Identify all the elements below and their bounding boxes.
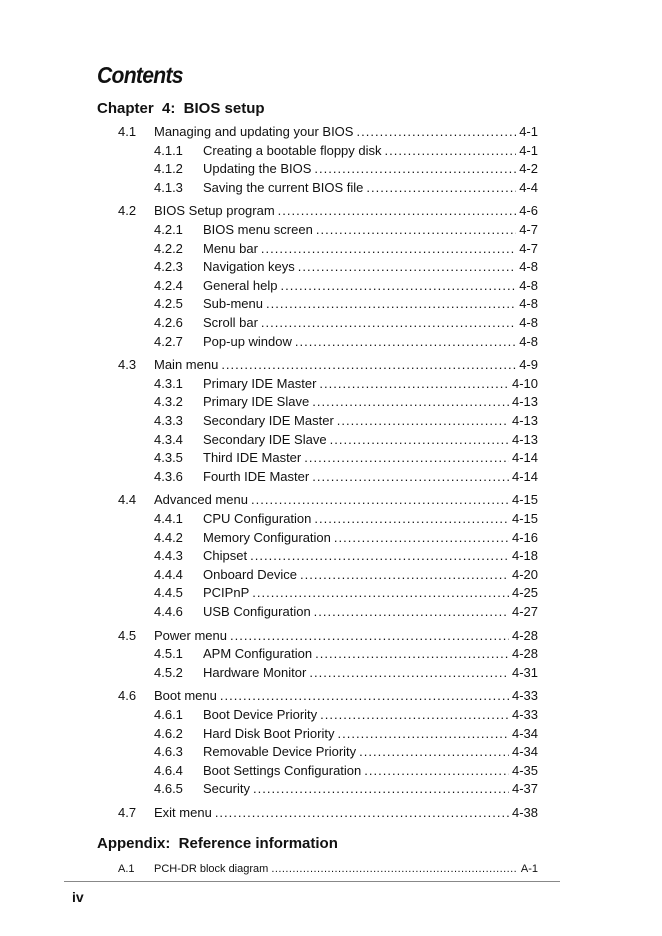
dot-leader: [215, 805, 509, 821]
toc-entry-number: 4.4.5: [154, 585, 183, 601]
toc-entry-page: A-1: [520, 862, 538, 875]
dot-leader: [364, 763, 509, 779]
toc-entry-page: 4-7: [519, 222, 538, 237]
dot-leader: [250, 548, 509, 564]
toc-entry-title: Sub-menu: [203, 296, 263, 312]
toc-entry-title: Navigation keys: [203, 259, 295, 275]
toc-entry-number: 4.2.2: [154, 240, 183, 256]
toc-entry-title: Security: [203, 781, 250, 797]
toc-entry-number: 4.2.6: [154, 315, 183, 330]
toc-entry[interactable]: [154, 548, 538, 564]
toc-entry-title: Boot Device Priority: [203, 707, 318, 722]
toc-entry-page: 4-1: [519, 142, 538, 158]
toc-entry-title: Saving the current BIOS file: [203, 179, 364, 195]
toc-entry-title: Fourth IDE Master: [203, 468, 310, 484]
dot-leader: [356, 124, 516, 140]
toc-entry-title: Secondary IDE Master: [203, 413, 334, 428]
toc-entry[interactable]: [154, 665, 538, 681]
toc-entry-number: 4.6.5: [154, 781, 183, 797]
toc-entry-title: Third IDE Master: [203, 450, 302, 466]
dot-leader: [334, 530, 509, 546]
toc-entry-title: APM Configuration: [203, 646, 313, 662]
toc-entry-number: 4.2.4: [154, 277, 183, 293]
toc-entry-title: Menu bar: [203, 240, 258, 256]
toc-entry-title: PCIPnP: [203, 585, 250, 601]
toc-entry-title: Creating a bootable floppy disk: [203, 142, 382, 158]
toc-entry-page: 4-9: [519, 357, 538, 373]
toc-entry[interactable]: [154, 530, 538, 546]
dot-leader: [220, 688, 509, 704]
toc-entry-title: Power menu: [154, 627, 227, 643]
toc-entry-page: 4-33: [511, 688, 538, 704]
toc-entry[interactable]: [154, 450, 538, 466]
dot-leader: [253, 781, 509, 797]
toc-entry-title: Main menu: [154, 357, 219, 373]
toc-entry[interactable]: [118, 357, 538, 373]
toc-entry[interactable]: [154, 241, 538, 257]
toc-entry-number: 4.6: [118, 688, 137, 704]
toc-entry-title: Exit menu: [154, 805, 212, 820]
toc-entry-page: 4-20: [511, 566, 538, 582]
toc-entry-title: BIOS Setup program: [154, 203, 275, 219]
toc-entry-page: 4-33: [511, 707, 538, 722]
toc-entry-page: 4-35: [511, 762, 538, 778]
toc-entry-number: 4.2.5: [154, 296, 183, 312]
dot-leader: [221, 357, 516, 373]
toc-entry[interactable]: [118, 628, 538, 644]
toc-entry-page: 4-15: [511, 511, 538, 526]
toc-entry-number: 4.2.1: [154, 222, 183, 237]
toc-entry[interactable]: [154, 432, 538, 448]
toc-entry-title: Onboard Device: [203, 566, 297, 582]
toc-entry[interactable]: [118, 688, 538, 704]
toc-entry-page: 4-27: [511, 604, 538, 619]
toc-entry-title: Updating the BIOS: [203, 161, 312, 177]
toc-entry-number: 4.4.6: [154, 604, 183, 619]
dot-leader: [251, 492, 509, 508]
toc-entry-number: 4.3.3: [154, 413, 183, 428]
toc-entry-page: 4-8: [519, 315, 538, 330]
toc-entry-title: Primary IDE Slave: [203, 394, 310, 410]
toc-entry-title: BIOS menu screen: [203, 222, 313, 237]
toc-entry[interactable]: [118, 492, 538, 508]
toc-entry-title: Chipset: [203, 548, 248, 564]
toc-entry[interactable]: [154, 222, 538, 238]
dot-leader: [315, 646, 509, 662]
dot-leader: [314, 604, 509, 620]
toc-entry-page: 4-14: [511, 450, 538, 466]
toc-entry-number: 4.7: [118, 805, 137, 820]
toc-entry-title: CPU Configuration: [203, 511, 312, 526]
toc-entry-number: 4.1.3: [154, 179, 183, 195]
toc-entry-number: 4.2.7: [154, 333, 183, 349]
toc-entry[interactable]: [154, 781, 538, 797]
toc-entry-page: 4-16: [511, 529, 538, 545]
dot-leader: [300, 567, 509, 583]
toc-entry-page: 4-6: [519, 203, 538, 219]
dot-leader: [298, 259, 516, 275]
toc-entry-title: Pop-up window: [203, 333, 292, 349]
toc-entry-number: 4.6.3: [154, 744, 183, 760]
dot-leader: [280, 278, 516, 294]
dot-leader: [261, 315, 516, 331]
toc-entry-page: 4-8: [519, 277, 538, 293]
toc-entry-page: 4-10: [511, 375, 538, 391]
toc-entry[interactable]: [154, 413, 538, 429]
toc-entry-number: 4.3.1: [154, 375, 183, 391]
toc-entry[interactable]: [118, 203, 538, 219]
footer-rule: [64, 881, 560, 882]
toc-entry-page: 4-13: [511, 394, 538, 410]
dot-leader: [337, 726, 508, 742]
toc-entry-page: 4-4: [519, 179, 538, 195]
toc-entry[interactable]: [154, 707, 538, 723]
toc-entry-number: 4.5: [118, 627, 137, 643]
toc-entry-number: 4.4.1: [154, 511, 183, 526]
toc-entry[interactable]: [154, 511, 538, 527]
toc-entry-number: 4.3.4: [154, 431, 183, 447]
toc-entry-number: 4.5.2: [154, 664, 183, 680]
dot-leader: [385, 143, 517, 159]
toc-entry-title: General help: [203, 277, 278, 293]
toc-entry-number: A.1: [118, 862, 135, 875]
toc-entry-title: PCH-DR block diagram: [154, 862, 269, 875]
toc-entry-page: 4-14: [511, 468, 538, 484]
toc-entry[interactable]: [154, 376, 538, 392]
dot-leader: [314, 161, 516, 177]
toc-entry-page: 4-18: [511, 548, 538, 564]
toc-entry-page: 4-8: [519, 296, 538, 312]
toc-entry-number: 4.4: [118, 492, 137, 508]
dot-leader: [230, 628, 509, 644]
toc-entry-number: 4.3.6: [154, 468, 183, 484]
toc-entry-number: 4.4.3: [154, 548, 183, 564]
page-number: iv: [72, 889, 84, 905]
dot-leader: [278, 203, 517, 219]
dot-leader: [309, 665, 509, 681]
dot-leader: [261, 241, 516, 257]
toc-entry-title: Advanced menu: [154, 492, 248, 508]
toc-entry-title: Secondary IDE Slave: [203, 431, 327, 447]
toc-entry[interactable]: [154, 646, 538, 662]
toc-entry-title: Hardware Monitor: [203, 664, 307, 680]
toc-entry-number: 4.6.2: [154, 725, 183, 741]
chapter-heading: Chapter 4: BIOS setup: [97, 100, 265, 117]
toc-entry-title: Boot menu: [154, 688, 217, 704]
dot-leader: [314, 511, 509, 527]
page-title: Contents: [97, 62, 183, 88]
dot-leader: [304, 450, 509, 466]
toc-entry[interactable]: [118, 124, 538, 140]
dot-leader: [320, 707, 509, 723]
dot-leader: [316, 222, 516, 238]
toc-entry[interactable]: [154, 726, 538, 742]
toc-entry[interactable]: [154, 180, 538, 196]
dot-leader: [266, 296, 516, 312]
dot-leader: [312, 394, 509, 410]
toc-entry[interactable]: [118, 805, 538, 821]
toc-entry-page: 4-7: [519, 240, 538, 256]
toc-entry-number: 4.2: [118, 203, 137, 219]
toc-entry-number: 4.4.4: [154, 566, 183, 582]
toc-entry-title: Boot Settings Configuration: [203, 762, 362, 778]
toc-entry[interactable]: [154, 585, 538, 601]
toc-entry-number: 4.2.3: [154, 259, 183, 275]
toc-entry-number: 4.1.2: [154, 161, 183, 177]
toc-entry-number: 4.1.1: [154, 142, 183, 158]
dot-leader: [359, 744, 509, 760]
toc-entry-page: 4-28: [511, 627, 538, 643]
dot-leader: [337, 413, 509, 429]
toc-entry-page: 4-37: [511, 781, 538, 797]
toc-entry-title: Managing and updating your BIOS: [154, 124, 354, 139]
toc-entry[interactable]: [154, 161, 538, 177]
toc-entry[interactable]: [154, 315, 538, 331]
toc-entry-title: Hard Disk Boot Priority: [203, 725, 335, 741]
dot-leader: [330, 432, 509, 448]
dot-leader: [271, 861, 518, 877]
toc-entry[interactable]: [154, 604, 538, 620]
toc-entry-title: Scroll bar: [203, 315, 258, 330]
toc-entry[interactable]: [154, 763, 538, 779]
dot-leader: [319, 376, 509, 392]
toc-entry-title: Removable Device Priority: [203, 744, 357, 760]
toc-entry-page: 4-1: [519, 124, 538, 139]
toc-entry-number: 4.3.5: [154, 450, 183, 466]
toc-entry[interactable]: [154, 469, 538, 485]
toc-entry-page: 4-8: [519, 333, 538, 349]
toc-entry-page: 4-34: [511, 725, 538, 741]
toc-entry[interactable]: [154, 296, 538, 312]
toc-entry-page: 4-31: [511, 664, 538, 680]
toc-entry-page: 4-13: [511, 413, 538, 428]
toc-entry[interactable]: [154, 259, 538, 275]
appendix-heading: Appendix: Reference information: [97, 834, 338, 852]
toc-entry-number: 4.6.4: [154, 762, 183, 778]
toc-entry-number: 4.3.2: [154, 394, 183, 410]
toc-entry[interactable]: [154, 567, 538, 583]
toc-entry-page: 4-13: [511, 431, 538, 447]
toc-entry[interactable]: [154, 278, 538, 294]
dot-leader: [252, 585, 509, 601]
toc-entry-title: Memory Configuration: [203, 529, 331, 545]
toc-entry-page: 4-2: [519, 161, 538, 177]
toc-entry[interactable]: [154, 334, 538, 350]
toc-entry-number: 4.3: [118, 357, 137, 373]
toc-entry[interactable]: [154, 143, 538, 159]
dot-leader: [295, 334, 516, 350]
toc-entry-title: Primary IDE Master: [203, 375, 317, 391]
toc-entry-title: USB Configuration: [203, 604, 311, 619]
toc-entry-page: 4-38: [511, 805, 538, 820]
toc-entry[interactable]: [154, 394, 538, 410]
toc-entry-page: 4-28: [511, 646, 538, 662]
dot-leader: [312, 469, 509, 485]
toc-entry-number: 4.6.1: [154, 707, 183, 722]
toc-entry[interactable]: [118, 861, 538, 877]
toc-entry-number: 4.4.2: [154, 529, 183, 545]
toc-entry-page: 4-15: [511, 492, 538, 508]
toc-entry-page: 4-34: [511, 744, 538, 760]
toc-entry-number: 4.5.1: [154, 646, 183, 662]
toc-entry[interactable]: [154, 744, 538, 760]
toc-entry-page: 4-25: [511, 585, 538, 601]
toc-entry-page: 4-8: [519, 259, 538, 275]
dot-leader: [366, 180, 516, 196]
toc-entry-number: 4.1: [118, 124, 137, 139]
